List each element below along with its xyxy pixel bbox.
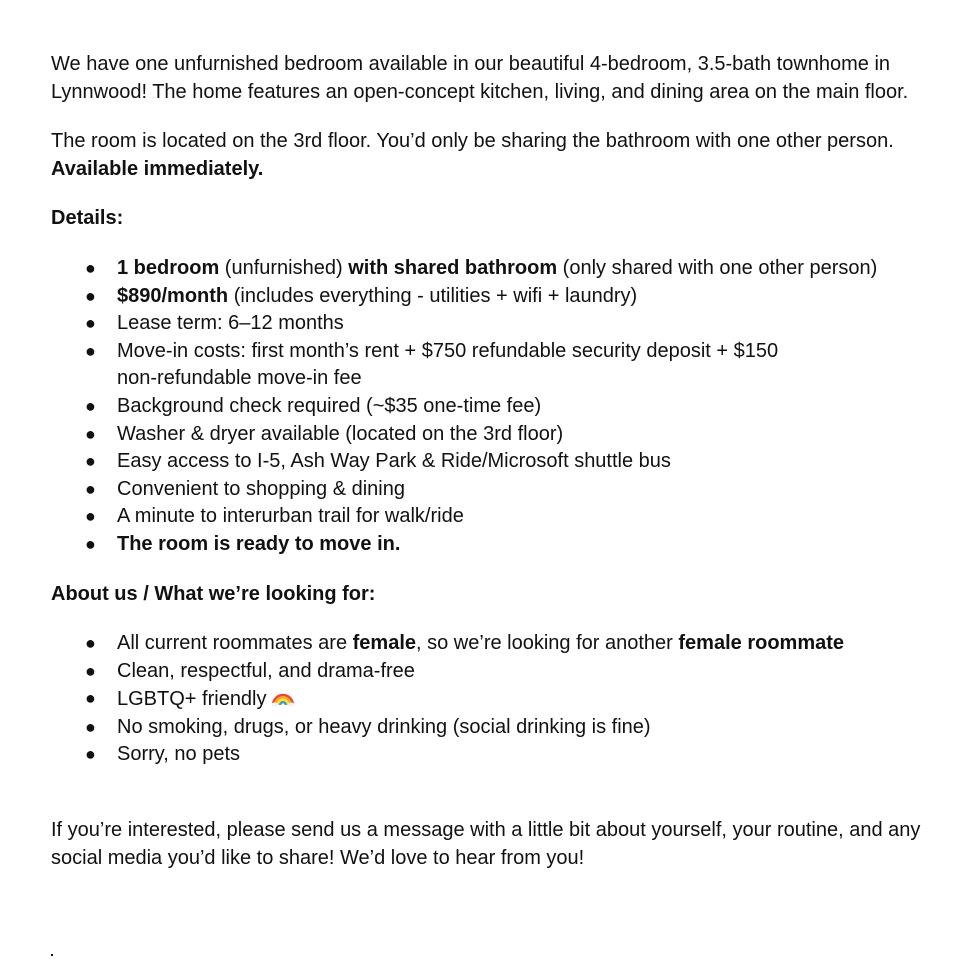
about-list [51, 630, 921, 769]
list-item: ● Clean, respectful, and drama-free [51, 658, 921, 686]
list-item: ● Convenient to shopping & dining [51, 476, 921, 504]
room-text: The room is located on the 3rd floor. You’d only be sharing the bathroom with one other person. [51, 130, 894, 153]
bullet-icon: ● [85, 533, 96, 554]
list-item: ● Lease term: 6–12 months [51, 310, 921, 338]
list-item: ● Easy access to I-5, Ash Way Park & Ride/Microsoft shuttle bus [51, 448, 921, 476]
stray-mark [51, 954, 53, 956]
list-item: ● Washer & dryer available (located on the 3rd floor) [51, 421, 921, 449]
list-item: ● LGBTQ+ friendly [51, 685, 921, 714]
bullet-icon: ● [85, 395, 96, 416]
list-item: ● 1 bedroom (unfurnished) with shared bathroom (only shared with one other person) [51, 255, 921, 283]
list-item: ● A minute to interurban trail for walk/ride [51, 503, 921, 531]
list-item: ● $890/month (includes everything - utilities + wifi + laundry) [51, 283, 921, 311]
bullet-icon: ● [85, 716, 96, 737]
bullet-icon: ● [85, 660, 96, 681]
bullet-icon: ● [85, 285, 96, 306]
bullet-icon: ● [85, 451, 96, 472]
available-notice: Available immediately. [51, 157, 264, 180]
bullet-icon: ● [85, 633, 96, 654]
details-list [51, 255, 921, 559]
list-item: ● Background check required (~$35 one-time fee) [51, 393, 921, 421]
bullet-icon: ● [85, 688, 96, 709]
bullet-icon: ● [85, 478, 96, 499]
list-item: ● Sorry, no pets [51, 741, 921, 769]
bullet-icon: ● [85, 340, 96, 361]
details-heading: Details: [51, 207, 124, 230]
rainbow-icon [271, 685, 295, 707]
bullet-icon: ● [85, 257, 96, 278]
closing-paragraph: If you’re interested, please send us a message with a little bit about yourself, your routine, and any social media you’d like to share! We’d love to hear from you! [51, 819, 921, 869]
listing-document [51, 51, 921, 872]
list-item: ● All current roommates are female, so we’re looking for another female roommate [51, 630, 921, 658]
bullet-icon: ● [85, 506, 96, 527]
bullet-icon: ● [85, 313, 96, 334]
list-item: ● No smoking, drugs, or heavy drinking (social drinking is fine) [51, 714, 921, 742]
bullet-icon: ● [85, 423, 96, 444]
intro-paragraph: We have one unfurnished bedroom available in our beautiful 4-bedroom, 3.5-bath townhome in Lynnwood! The home features an open-concept kitchen, living, and dining area on the main floor. [51, 53, 909, 103]
room-paragraph [51, 128, 921, 183]
list-item: ● The room is ready to move in. [51, 531, 921, 559]
bullet-icon: ● [85, 744, 96, 765]
list-item: ● Move-in costs: first month’s rent + $750 refundable security deposit + $150 non-refundable move-in fee [85, 339, 779, 390]
about-heading: About us / What we’re looking for: [51, 582, 376, 605]
